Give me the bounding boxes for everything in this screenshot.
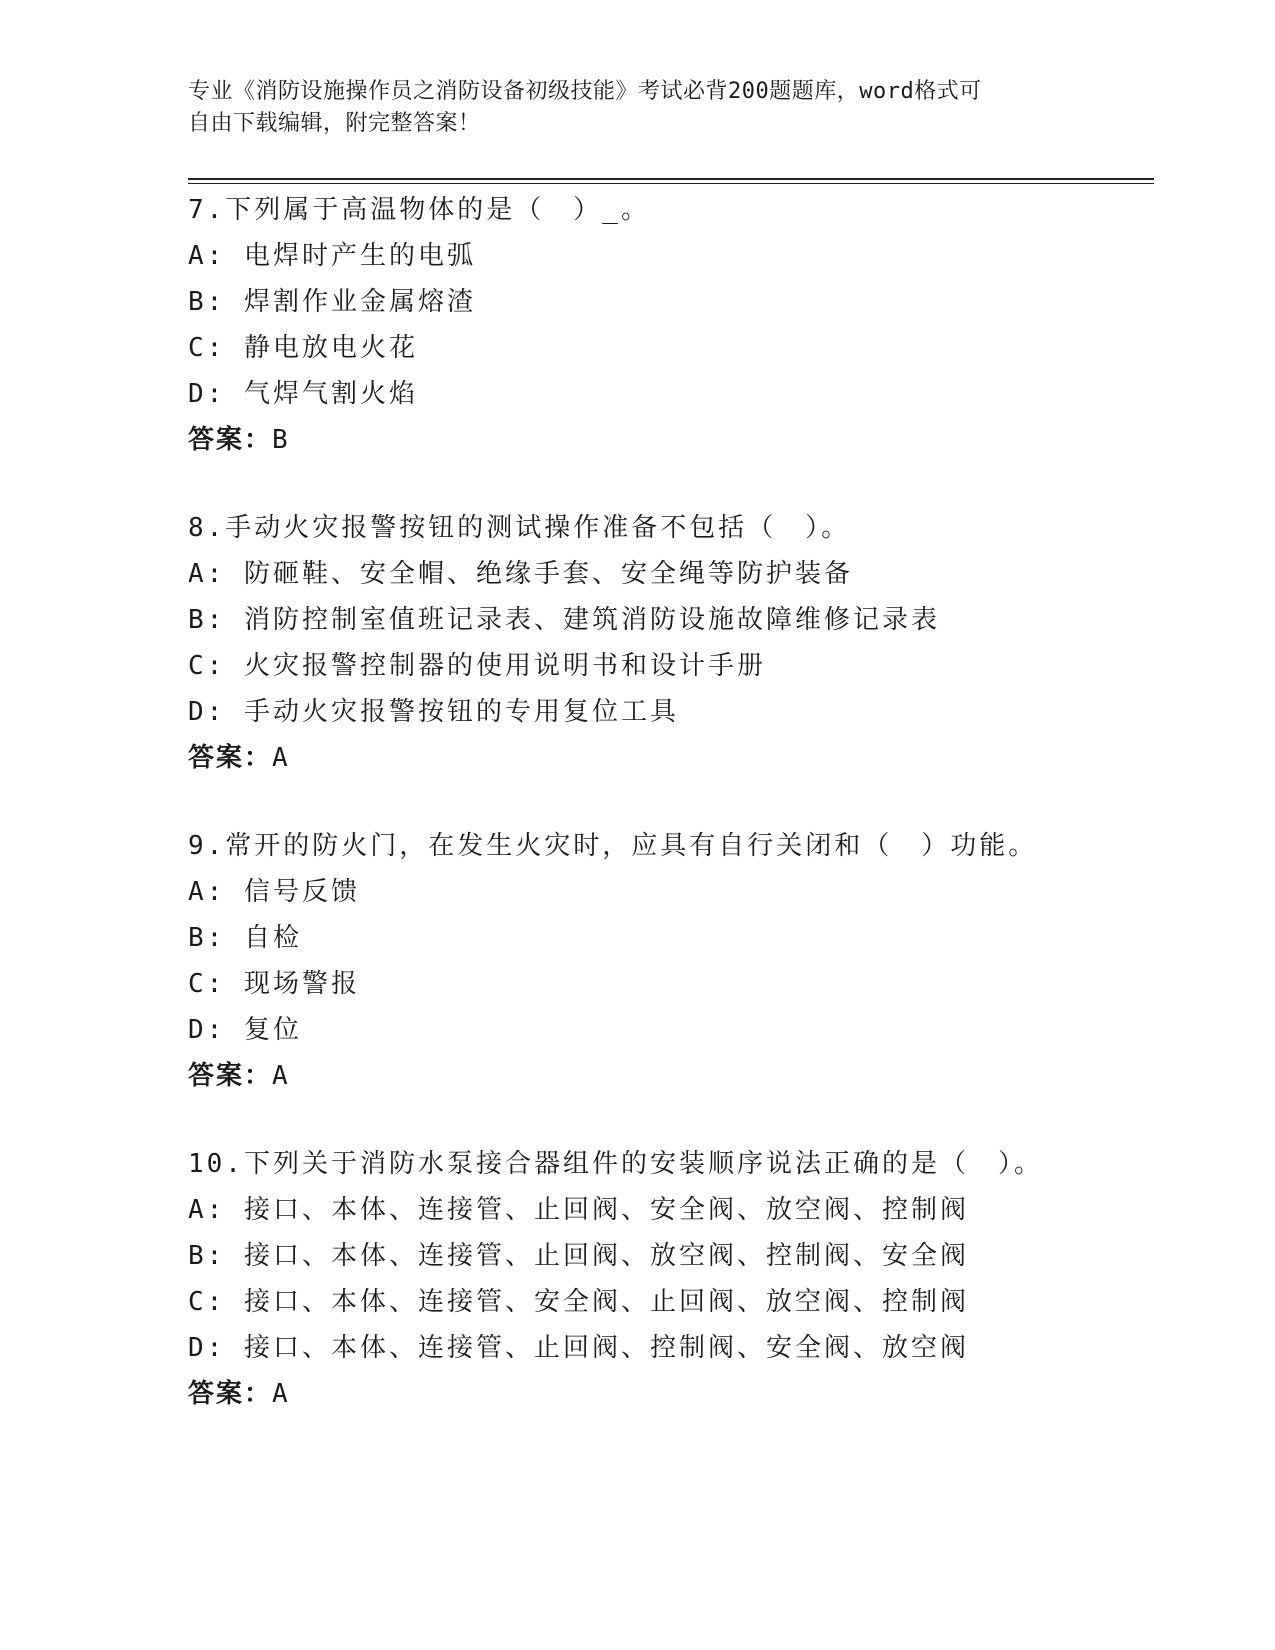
answer-value: A	[272, 1061, 290, 1091]
option-c: C: 接口、本体、连接管、安全阀、止回阀、放空阀、控制阀	[188, 1287, 969, 1317]
option-d: D: 气焊气割火焰	[188, 379, 418, 409]
answer-label: 答案：	[188, 425, 273, 455]
answer-line	[188, 1053, 1168, 1099]
question-7	[188, 187, 1168, 463]
option-d: D: 复位	[188, 1015, 302, 1045]
question-stem: 10.下列关于消防水泵接合器组件的安装顺序说法正确的是（ ）。	[188, 1149, 1043, 1179]
option-a: A: 接口、本体、连接管、止回阀、安全阀、放空阀、控制阀	[188, 1195, 969, 1225]
document-header	[188, 76, 1088, 140]
answer-value: A	[272, 743, 290, 773]
option-a: A: 电焊时产生的电弧	[188, 241, 476, 271]
answer-value: A	[272, 1379, 290, 1409]
header-line-1: 专业《消防设施操作员之消防设备初级技能》考试必背200题题库，word格式可	[188, 79, 982, 104]
option-c: C: 静电放电火花	[188, 333, 418, 363]
option-a: A: 信号反馈	[188, 877, 360, 907]
question-8	[188, 505, 1168, 781]
option-b: B: 焊割作业金属熔渣	[188, 287, 476, 317]
question-9	[188, 823, 1168, 1099]
option-c: C: 火灾报警控制器的使用说明书和设计手册	[188, 651, 766, 681]
question-stem: 7.下列属于高温物体的是（ ）_。	[188, 195, 650, 225]
option-d: D: 手动火灾报警按钮的专用复位工具	[188, 697, 679, 727]
answer-label: 答案：	[188, 743, 273, 773]
option-b: B: 接口、本体、连接管、止回阀、放空阀、控制阀、安全阀	[188, 1241, 969, 1271]
answer-value: B	[272, 425, 290, 455]
option-a: A: 防砸鞋、安全帽、绝缘手套、安全绳等防护装备	[188, 559, 853, 589]
question-10	[188, 1141, 1168, 1417]
header-divider-thin	[188, 183, 1154, 184]
header-divider-thick	[188, 178, 1154, 180]
answer-label: 答案：	[188, 1379, 273, 1409]
option-b: B: 自检	[188, 923, 302, 953]
option-d: D: 接口、本体、连接管、止回阀、控制阀、安全阀、放空阀	[188, 1333, 969, 1363]
answer-line	[188, 1371, 1168, 1417]
header-line-2: 自由下载编辑，附完整答案！	[188, 111, 481, 136]
answer-line	[188, 417, 1168, 463]
option-b: B: 消防控制室值班记录表、建筑消防设施故障维修记录表	[188, 605, 940, 635]
question-stem: 9.常开的防火门，在发生火灾时，应具有自行关闭和（ ）功能。	[188, 831, 1038, 861]
answer-label: 答案：	[188, 1061, 273, 1091]
question-stem: 8.手动火灾报警按钮的测试操作准备不包括（ ）。	[188, 513, 851, 543]
answer-line	[188, 735, 1168, 781]
option-c: C: 现场警报	[188, 969, 360, 999]
